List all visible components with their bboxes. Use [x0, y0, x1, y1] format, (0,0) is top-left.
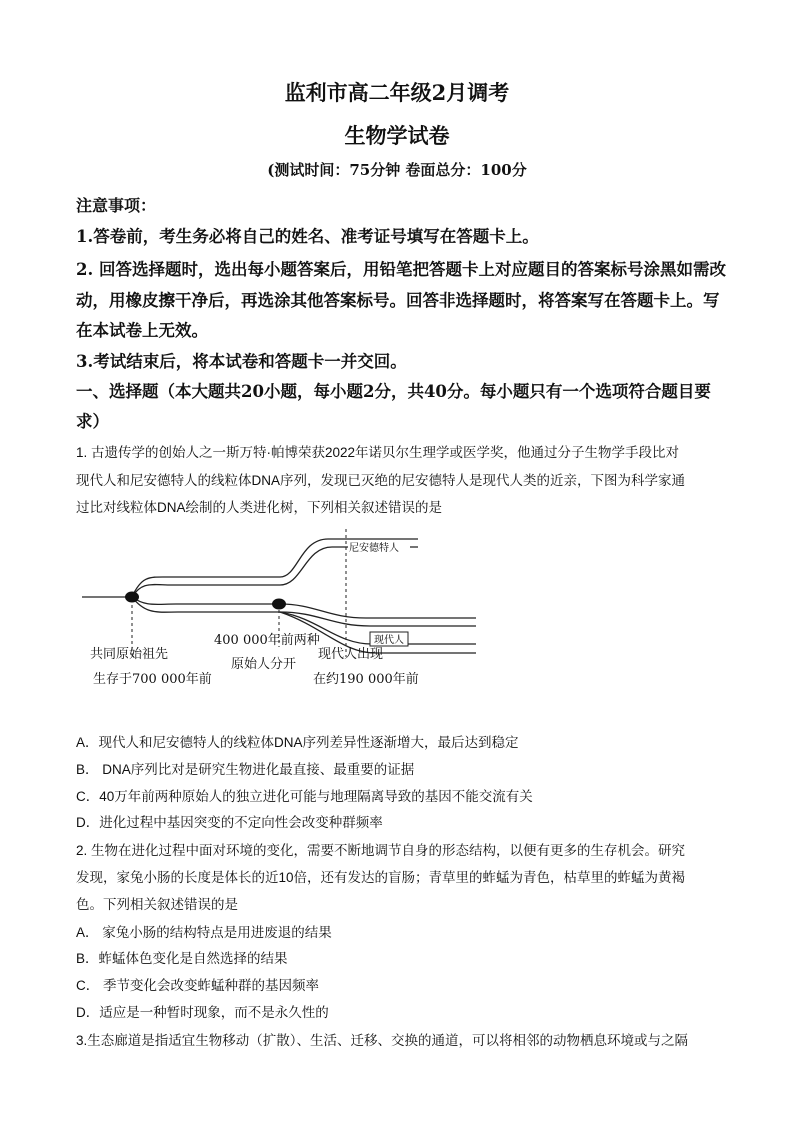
question-2-line-2: 发现，家兔小肠的长度是体长的近10倍，还有发达的盲肠；青草里的蚱蜢为青色，枯草里的蚱蜢为黄褐 — [76, 870, 686, 885]
question-1-line-2: 现代人和尼安德特人的线粒体DNA序列，发现已灭绝的尼安德特人是现代人类的近亲，下图为科学家通 — [76, 473, 686, 488]
evolution-tree-diagram — [80, 525, 480, 715]
upper-branch-top — [132, 577, 270, 597]
notice-item-2-line-1: 2. 回答选择题时，选出每小题答案后，用铅笔把答题卡上对应题目的答案标号涂黑如需改 — [76, 260, 726, 279]
exam-time-info: (测试时间：75分钟 卷面总分：100分 — [267, 161, 527, 179]
question-1-option-d: D．进化过程中基因突变的不定向性会改变种群频率 — [76, 815, 383, 830]
subject-title: 生物学试卷 — [344, 123, 450, 148]
modern-branch-2 — [280, 612, 476, 626]
split-label-line-2: 原始人分开 — [231, 657, 297, 672]
question-2-option-c: C． 季节变化会改变蚱蜢种群的基因频率 — [76, 978, 319, 993]
question-2-option-d: D．适应是一种暂时现象，而不是永久性的 — [76, 1005, 329, 1020]
question-2-line-3: 色。下列相关叙述错误的是 — [76, 897, 238, 912]
notice-item-2-line-3: 在本试卷上无效。 — [76, 321, 208, 340]
split-label-line-1: 400 000年前两种 — [214, 633, 320, 648]
modern-appear-label-line-1: 现代人出现 — [318, 647, 384, 662]
lower-branch-top — [132, 597, 280, 604]
section-heading-line-2: 求） — [76, 412, 109, 431]
notice-item-3: 3.考试结束后，将本试卷和答题卡一并交回。 — [76, 352, 407, 371]
notice-item-2-line-2: 动，用橡皮擦干净后，再选涂其他答案标号。回答非选择题时，将答案写在答题卡上。写 — [76, 291, 720, 310]
question-1-line-3: 过比对线粒体DNA绘制的人类进化树，下列相关叙述错误的是 — [76, 500, 443, 515]
neanderthal-label: 尼安德特人 — [349, 543, 399, 554]
question-1-option-a: A．现代人和尼安德特人的线粒体DNA序列差异性逐渐增大，最后达到稳定 — [76, 735, 519, 750]
modern-appear-label-line-2: 在约190 000年前 — [313, 672, 419, 687]
common-ancestor-label-line-2: 生存于700 000年前 — [93, 672, 212, 687]
modern-branch-1 — [280, 604, 476, 618]
question-1-option-c: C．40万年前两种原始人的独立进化可能与地理隔离导致的基因不能交流有关 — [76, 789, 533, 804]
question-1-option-b: B． DNA序列比对是研究生物进化最直接、最重要的证据 — [76, 762, 415, 777]
common-ancestor-label-line-1: 共同原始祖先 — [90, 647, 169, 662]
split-node — [272, 599, 286, 610]
notice-heading: 注意事项： — [76, 196, 157, 215]
question-2-line-1: 2. 生物在进化过程中面对环境的变化，需要不断地调节自身的形态结构，以便有更多的生存机会。研究 — [76, 843, 686, 858]
upper-branch-bottom — [132, 585, 270, 597]
question-2-option-a: A． 家兔小肠的结构特点是用进废退的结果 — [76, 925, 332, 940]
exam-title: 监利市高二年级2月调考 — [284, 80, 510, 105]
notice-item-1: 1.答卷前，考生务必将自己的姓名、准考证号填写在答题卡上。 — [76, 227, 539, 246]
section-heading-line-1: 一、选择题（本大题共20小题，每小题2分，共40分。每小题只有一个选项符合题目要 — [76, 382, 711, 401]
common-ancestor-node — [125, 592, 139, 603]
question-2-option-b: B．蚱蜢体色变化是自然选择的结果 — [76, 951, 288, 966]
question-1-line-1: 1. 古遗传学的创始人之一斯万特·帕博荣获2022年诺贝尔生理学或医学奖，他通过分子生物学手段比对 — [76, 445, 680, 460]
question-3-line-1: 3.生态廊道是指适宜生物移动（扩散）、生活、迁移、交换的通道，可以将相邻的动物栖息环境或与之隔 — [76, 1033, 689, 1048]
modern-human-label: 现代人 — [374, 635, 404, 646]
